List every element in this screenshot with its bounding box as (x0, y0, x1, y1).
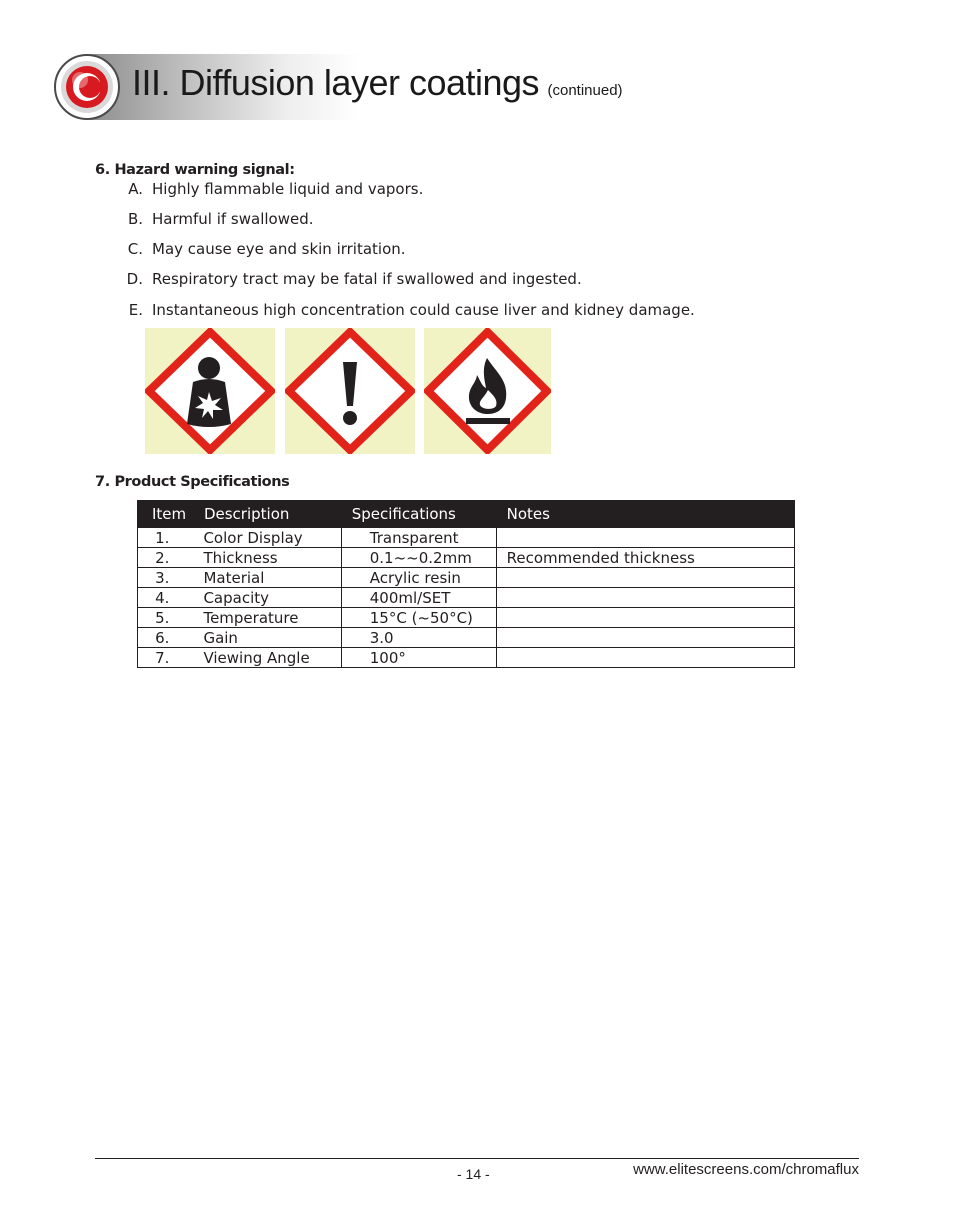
hazard-heading: 6. Hazard warning signal: (95, 162, 295, 178)
page-number: - 14 - (457, 1166, 490, 1182)
cell-description: Temperature (193, 608, 341, 628)
cell-notes (496, 588, 794, 608)
cell-specification: Acrylic resin (341, 568, 496, 588)
specifications-table (137, 500, 795, 668)
table-row (138, 648, 795, 668)
hazard-item-letter: A. (128, 180, 143, 198)
cell-notes: Recommended thickness (496, 548, 794, 568)
hazard-item-text: May cause eye and skin irritation. (152, 240, 406, 258)
table-row (138, 628, 795, 648)
cell-item: 3. (138, 568, 194, 588)
table-row (138, 528, 795, 548)
hazard-item-text: Harmful if swallowed. (152, 210, 314, 228)
column-header-notes: Notes (496, 501, 794, 528)
page-title-subtitle: (continued) (547, 82, 623, 99)
cell-specification: 3.0 (341, 628, 496, 648)
flame-icon (424, 328, 551, 454)
column-header-specifications: Specifications (341, 501, 496, 528)
hazard-item (95, 240, 406, 258)
cell-specification: 100° (341, 648, 496, 668)
cell-notes (496, 608, 794, 628)
exclamation-mark-icon (285, 328, 415, 454)
cell-item: 5. (138, 608, 194, 628)
footer-divider (95, 1158, 859, 1159)
cell-specification: 400ml/SET (341, 588, 496, 608)
footer-url-link[interactable]: www.elitescreens.com/chromaflux (633, 1161, 859, 1178)
table-row (138, 548, 795, 568)
column-header-item: Item (138, 501, 194, 528)
hazard-item-text: Instantaneous high concentration could cause liver and kidney damage. (152, 301, 695, 319)
specs-heading: 7. Product Specifications (95, 474, 290, 490)
table-row (138, 608, 795, 628)
cell-specification: 15°C (~50°C) (341, 608, 496, 628)
page-title (132, 62, 623, 104)
hazard-item (95, 180, 423, 198)
cell-item: 7. (138, 648, 194, 668)
hazard-item-text: Respiratory tract may be fatal if swallowed and ingested. (152, 270, 582, 288)
cell-description: Color Display (193, 528, 341, 548)
cell-description: Material (193, 568, 341, 588)
cell-specification: 0.1~~0.2mm (341, 548, 496, 568)
cell-item: 6. (138, 628, 194, 648)
cell-item: 2. (138, 548, 194, 568)
cell-description: Capacity (193, 588, 341, 608)
hazard-item-letter: C. (127, 240, 143, 258)
cell-specification: Transparent (341, 528, 496, 548)
cell-description: Gain (193, 628, 341, 648)
hazard-item-letter: B. (127, 210, 143, 228)
column-header-description: Description (193, 501, 341, 528)
hazard-item-letter: E. (128, 301, 143, 319)
table-row (138, 568, 795, 588)
hazard-item (95, 270, 582, 288)
page-title-main: III. Diffusion layer coatings (132, 62, 540, 103)
cell-notes (496, 648, 794, 668)
hazard-item (95, 210, 314, 228)
cell-notes (496, 528, 794, 548)
hazard-item-text: Highly flammable liquid and vapors. (152, 180, 424, 198)
hazard-item-letter: D. (126, 270, 143, 288)
table-header-row (138, 501, 795, 528)
cell-item: 1. (138, 528, 194, 548)
table-row (138, 588, 795, 608)
hazard-item (95, 301, 695, 319)
cell-notes (496, 568, 794, 588)
cell-description: Thickness (193, 548, 341, 568)
elite-screens-logo-icon (54, 54, 120, 120)
cell-notes (496, 628, 794, 648)
cell-item: 4. (138, 588, 194, 608)
cell-description: Viewing Angle (193, 648, 341, 668)
health-hazard-icon (145, 328, 275, 454)
